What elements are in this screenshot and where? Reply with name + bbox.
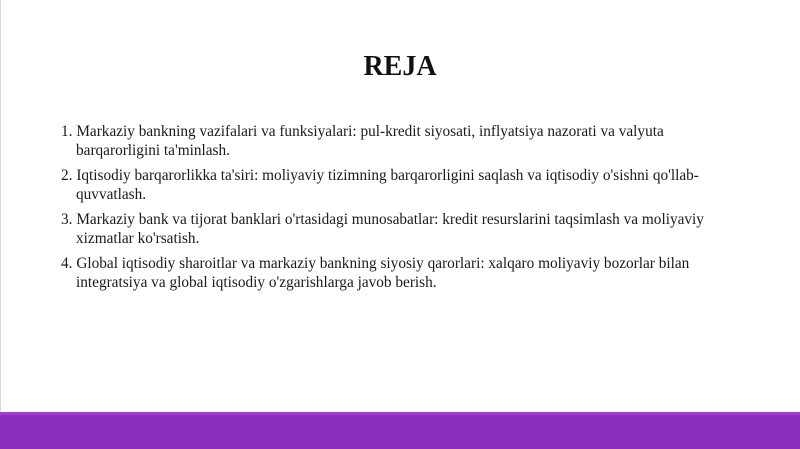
slide-title: REJA	[363, 51, 437, 82]
plan-item-text: Markaziy bankning vazifalari va funksiyalari: pul-kredit siyosati, inflyatsiya nazorati va valyuta barqarorligini ta'minlash.	[76, 123, 664, 159]
plan-item-3	[61, 210, 751, 248]
footer-accent-line	[0, 412, 800, 415]
plan-item-number: 3.	[61, 211, 73, 228]
plan-item-number: 2.	[61, 167, 73, 184]
plan-item-text: Iqtisodiy barqarorlikka ta'siri: moliyaviy tizimning barqarorligini saqlash va iqtisodiy o'sishni qo'llab-quvvatlash.	[76, 167, 699, 203]
plan-item-4	[61, 254, 751, 292]
plan-item-2	[61, 166, 751, 204]
plan-list	[61, 122, 751, 298]
plan-item-text: Markaziy bank va tijorat banklari o'rtasidagi munosabatlar: kredit resurslarini taqsimlash va moliyaviy xizmatlar ko'rsatish.	[76, 211, 704, 247]
footer-accent-bar	[0, 412, 800, 449]
plan-item-text: Global iqtisodiy sharoitlar va markaziy bankning siyosiy qarorlari: xalqaro moliyaviy bozorlar bilan integratsiya va global iqtisodiy o'zgarishlarga javob berish.	[76, 255, 690, 291]
plan-item-1	[61, 122, 751, 160]
plan-item-number: 1.	[61, 123, 73, 140]
plan-item-number: 4.	[61, 255, 73, 272]
